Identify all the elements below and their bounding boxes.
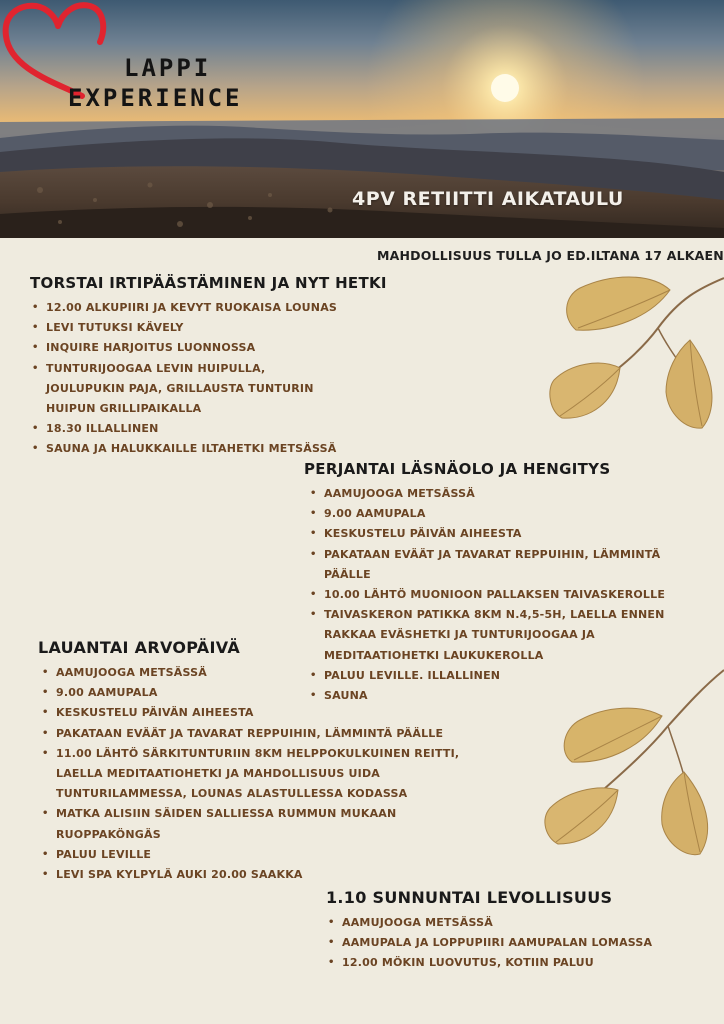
list-item: • AAMUJOOGA METSÄSSÄ: [40, 663, 498, 683]
day-title: LAUANTAI ARVOPÄIVÄ: [38, 638, 241, 657]
hero-image: [0, 0, 724, 238]
day-title: TORSTAI IRTIPÄÄSTÄMINEN JA NYT HETKI: [30, 274, 387, 292]
list-item: • 12.00 MÖKIN LUOVUTUS, KOTIIN PALUU: [326, 953, 706, 973]
list-item: • TUNTURIJOOGAA LEVIN HUIPULLA, JOULUPUKIN PAJA, GRILLAUSTA TUNTURIN HUIPUN GRILLIPAIKALLA: [30, 359, 346, 420]
list-item: • 11.00 LÄHTÖ SÄRKITUNTURIIN 8KM HELPPOKULKUINEN REITTI, LAELLA MEDITAATIOHETKI JA MAHDOLLISUUS UIDA TUNTURILAMMESSA, LOUNAS ALASTULLESSA KODASSA: [40, 744, 486, 805]
day-saturday: [38, 638, 498, 885]
list-item: • SAUNA JA HALUKKAILLE ILTAHETKI METSÄSSÄ: [30, 439, 550, 459]
day-items: [30, 298, 550, 460]
list-item: • LEVI SPA KYLPYLÄ AUKI 20.00 SAAKKA: [40, 865, 498, 885]
list-item: • AAMUPALA JA LOPPUPIIRI AAMUPALAN LOMASSA: [326, 933, 706, 953]
list-item: • MATKA ALISIIN SÄIDEN SALLIESSA RUMMUN MUKAAN RUOPPAKÖNGÄS: [40, 804, 498, 844]
day-items: [40, 663, 498, 885]
logo-text-experience: EXPERIENCE: [68, 84, 243, 112]
list-item: • 9.00 AAMUPALA: [308, 504, 704, 524]
autumn-leaves-icon: [536, 666, 724, 860]
arrival-note: MAHDOLLISUUS TULLA JO ED.ILTANA 17 ALKAEN: [377, 248, 724, 263]
day-sunday: [326, 888, 706, 974]
list-item: • SAUNA: [308, 686, 704, 706]
autumn-leaves-icon: [540, 268, 724, 438]
logo-text-lappi: LAPPI: [124, 54, 212, 82]
list-item: • TAIVASKERON PATIKKA 8KM N.4,5-5H, LAELLA ENNEN RAKKAA EVÄSHETKI JA TUNTURIJOOGAA JA MEDITAATIOHETKI LAUKUKEROLLA: [308, 605, 704, 666]
list-item: • 12.00 ALKUPIIRI JA KEVYT RUOKAISA LOUNAS: [30, 298, 550, 318]
day-title: PERJANTAI LÄSNÄOLO JA HENGITYS: [304, 460, 611, 478]
list-item: • PALUU LEVILLE: [40, 845, 498, 865]
list-item: • AAMUJOOGA METSÄSSÄ: [326, 913, 706, 933]
list-item: • PAKATAAN EVÄÄT JA TAVARAT REPPUIHIN, LÄMMINTÄ PÄÄLLE: [308, 545, 704, 585]
list-item: • 10.00 LÄHTÖ MUONIOON PALLAKSEN TAIVASKEROLLE: [308, 585, 704, 605]
list-item: • AAMUJOOGA METSÄSSÄ: [308, 484, 704, 504]
day-items: [326, 913, 706, 974]
poster-title: 4PV RETIITTI AIKATAULU: [352, 188, 624, 210]
list-item: • LEVI TUTUKSI KÄVELY: [30, 318, 550, 338]
list-item: • PALUU LEVILLE. ILLALLINEN: [308, 666, 704, 686]
day-title: 1.10 SUNNUNTAI LEVOLLISUUS: [326, 888, 613, 907]
list-item: • KESKUSTELU PÄIVÄN AIHEESTA: [40, 703, 498, 723]
list-item: • PAKATAAN EVÄÄT JA TAVARAT REPPUIHIN, LÄMMINTÄ PÄÄLLE: [40, 724, 498, 744]
list-item: • INQUIRE HARJOITUS LUONNOSSA: [30, 338, 550, 358]
list-item: • 9.00 AAMUPALA: [40, 683, 498, 703]
list-item: • 18.30 ILLALLINEN: [30, 419, 550, 439]
day-thursday: [30, 274, 550, 460]
list-item: • KESKUSTELU PÄIVÄN AIHEESTA: [308, 524, 704, 544]
